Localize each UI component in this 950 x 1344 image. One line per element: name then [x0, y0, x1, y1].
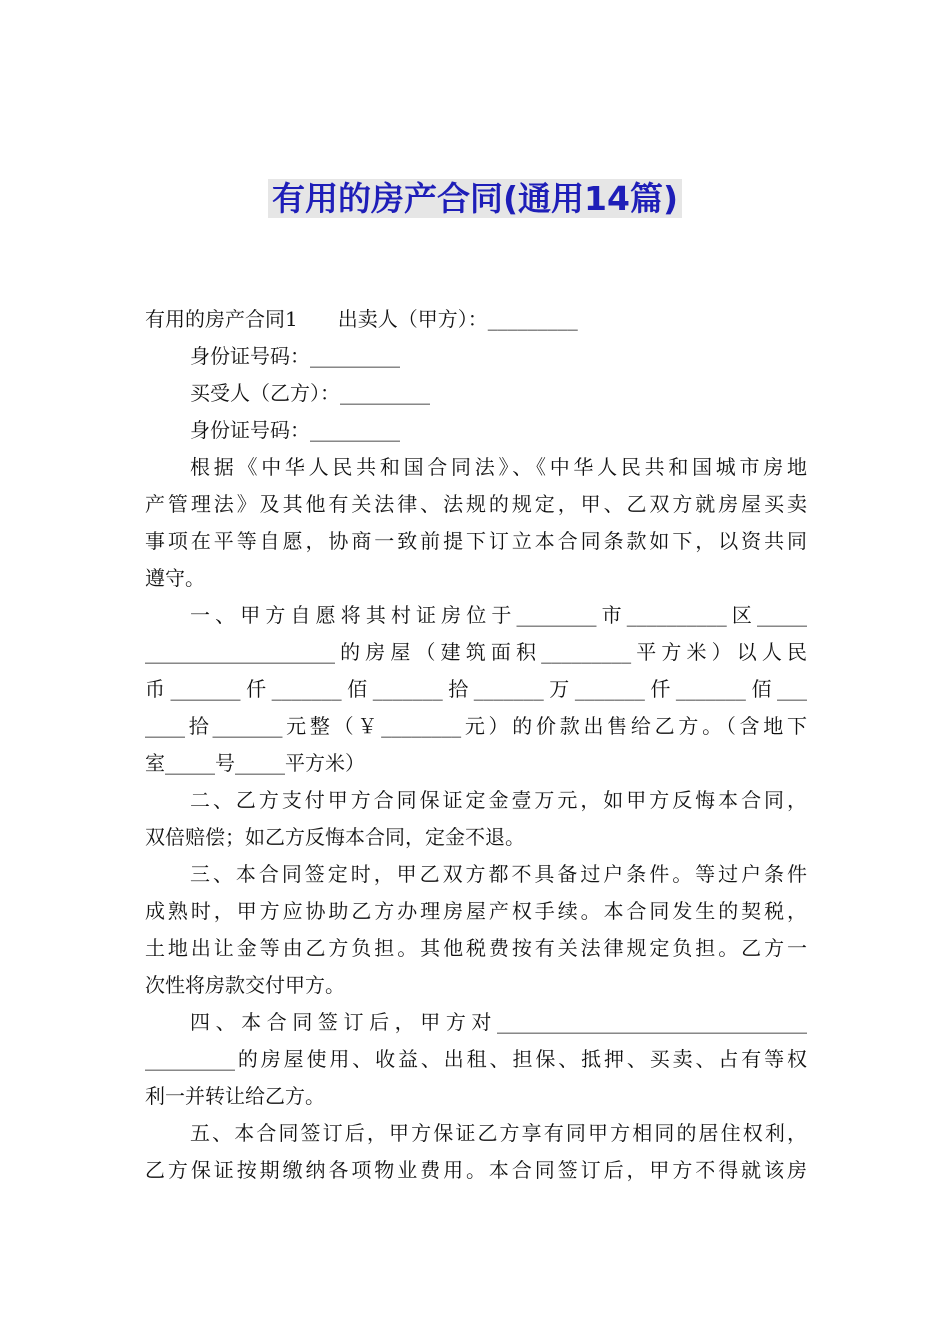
- text-line: 乙方保证按期缴纳各项物业费用。本合同签订后，甲方不得就该房: [145, 1158, 807, 1182]
- text-line: 双倍赔偿；如乙方反悔本合同，定金不退。: [145, 825, 525, 849]
- text-line: 币_______仟_______佰_______拾_______万_______仟_______佰___: [145, 677, 807, 701]
- text-line: 根据《中华人民共和国合同法》、《中华人民共和国城市房地: [190, 455, 807, 479]
- text-line: 身份证号码：_________: [190, 418, 400, 442]
- text-line: 利一并转让给乙方。: [145, 1084, 325, 1108]
- text-line: 二、乙方支付甲方合同保证定金壹万元，如甲方反悔本合同，: [190, 788, 807, 812]
- text-line: 三、本合同签定时，甲乙双方都不具备过户条件。等过户条件: [190, 862, 807, 886]
- text-line: 遵守。: [145, 566, 205, 590]
- text-line: 五、本合同签订后，甲方保证乙方享有同甲方相同的居住权利，: [190, 1121, 807, 1145]
- text-line: 有用的房产合同1 出卖人（甲方）：_________: [145, 307, 578, 331]
- text-line: 室_____号_____平方米）: [145, 751, 365, 775]
- text-line: 成熟时，甲方应协助乙方办理房屋产权手续。本合同发生的契税，: [145, 899, 807, 923]
- text-line: ____拾_______元整（￥________元）的价款出售给乙方。（含地下: [145, 714, 807, 738]
- text-line: _________的房屋使用、收益、出租、担保、抵押、买卖、占有等权: [145, 1047, 807, 1071]
- text-line: 一、甲方自愿将其村证房位于________市__________区_____: [190, 603, 807, 627]
- text-line: 买受人（乙方）：_________: [190, 381, 430, 405]
- text-line: ___________________的房屋（建筑面积_________平方米）以人民: [145, 640, 807, 664]
- text-line: 身份证号码：_________: [190, 344, 400, 368]
- document-body: [145, 301, 807, 1189]
- text-line: 四、本合同签订后，甲方对_______________________________: [190, 1010, 807, 1034]
- document-title: [0, 176, 950, 222]
- text-line: 事项在平等自愿，协商一致前提下订立本合同条款如下，以资共同: [145, 529, 807, 553]
- text-line: 土地出让金等由乙方负担。其他税费按有关法律规定负担。乙方一: [145, 936, 807, 960]
- text-line: 次性将房款交付甲方。: [145, 973, 345, 997]
- text-line: 产管理法》及其他有关法律、法规的规定，甲、乙双方就房屋买卖: [145, 492, 807, 516]
- document-title-text: 有用的房产合同(通用14篇): [268, 179, 682, 218]
